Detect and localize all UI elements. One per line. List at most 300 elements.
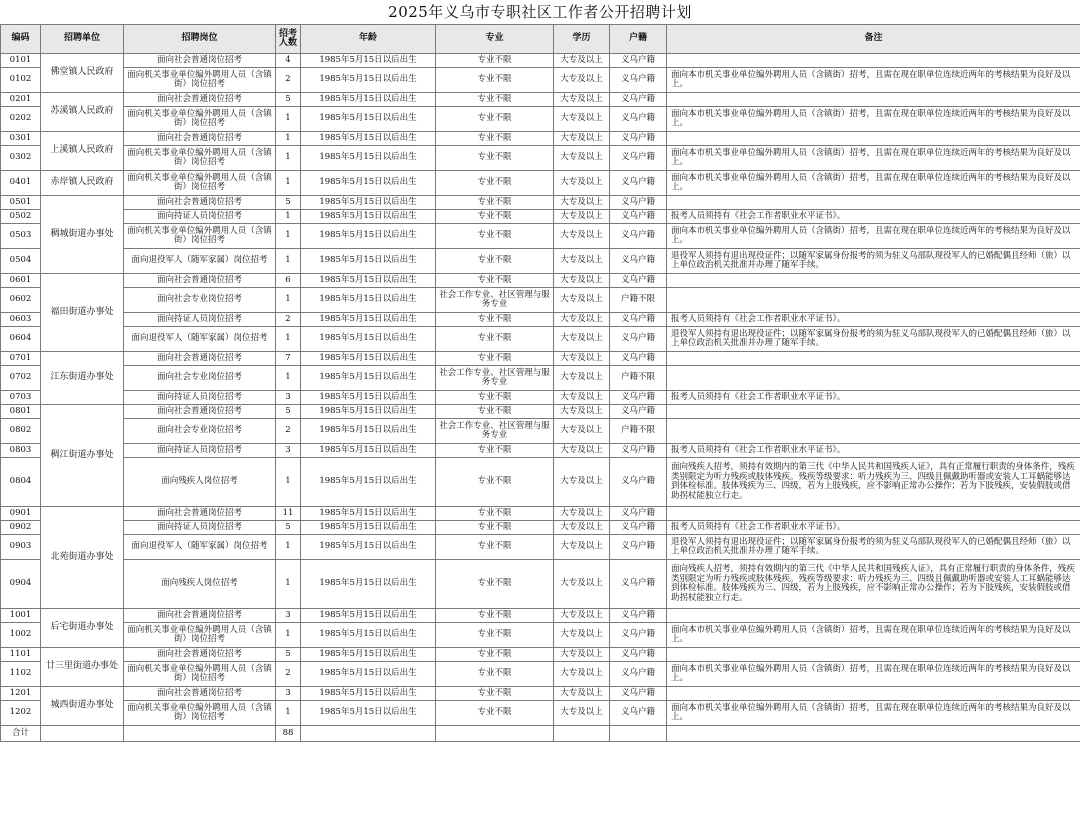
cell-age: 1985年5月15日以后出生 bbox=[301, 609, 436, 623]
cell-post: 面向社会普通岗位招考 bbox=[124, 352, 276, 366]
cell-age: 1985年5月15日以后出生 bbox=[301, 458, 436, 507]
cell-edu: 大专及以上 bbox=[554, 224, 610, 249]
cell-hukou: 义乌户籍 bbox=[610, 132, 667, 146]
table-row bbox=[1, 687, 1080, 701]
cell-code: 0102 bbox=[1, 68, 41, 93]
cell-note: 面向本市机关事业单位编外聘用人员（含镇街）招考，且需在现在职单位连续近两年的考核结果为良好及以上。 bbox=[667, 107, 1080, 132]
cell-note: 面向本市机关事业单位编外聘用人员（含镇街）招考，且需在现在职单位连续近两年的考核结果为良好及以上。 bbox=[667, 701, 1080, 726]
cell-unit: 佛堂镇人民政府 bbox=[41, 54, 124, 93]
cell-edu: 大专及以上 bbox=[554, 623, 610, 648]
total-row bbox=[1, 726, 1080, 742]
table-row bbox=[1, 521, 1080, 535]
header-edu: 学历 bbox=[554, 25, 610, 54]
cell-code: 1201 bbox=[1, 687, 41, 701]
cell-age: 1985年5月15日以后出生 bbox=[301, 444, 436, 458]
cell-post: 面向社会普通岗位招考 bbox=[124, 274, 276, 288]
total-blank bbox=[610, 726, 667, 742]
cell-hukou: 义乌户籍 bbox=[610, 210, 667, 224]
cell-major: 专业不限 bbox=[436, 521, 554, 535]
cell-unit: 苏溪镇人民政府 bbox=[41, 93, 124, 132]
header-code: 编码 bbox=[1, 25, 41, 54]
table-row bbox=[1, 93, 1080, 107]
cell-unit: 城西街道办事处 bbox=[41, 687, 124, 726]
cell-major: 专业不限 bbox=[436, 313, 554, 327]
cell-note bbox=[667, 609, 1080, 623]
cell-post: 面向社会专业岗位招考 bbox=[124, 419, 276, 444]
cell-edu: 大专及以上 bbox=[554, 274, 610, 288]
cell-age: 1985年5月15日以后出生 bbox=[301, 352, 436, 366]
cell-edu: 大专及以上 bbox=[554, 327, 610, 352]
table-row bbox=[1, 560, 1080, 609]
cell-unit: 后宅街道办事处 bbox=[41, 609, 124, 648]
cell-num: 3 bbox=[276, 444, 301, 458]
cell-post: 面向社会普通岗位招考 bbox=[124, 93, 276, 107]
cell-major: 专业不限 bbox=[436, 249, 554, 274]
cell-note bbox=[667, 132, 1080, 146]
table-row bbox=[1, 352, 1080, 366]
cell-major: 社会工作专业、社区管理与服务专业 bbox=[436, 366, 554, 391]
cell-hukou: 义乌户籍 bbox=[610, 458, 667, 507]
cell-num: 1 bbox=[276, 224, 301, 249]
table-row bbox=[1, 419, 1080, 444]
cell-post: 面向社会普通岗位招考 bbox=[124, 54, 276, 68]
total-blank bbox=[436, 726, 554, 742]
cell-note: 退役军人须持有退出现役证件；以随军家属身份报考的须为驻义乌部队现役军人的已婚配偶且经师（旅）以上单位政治机关批准并办理了随军手续。 bbox=[667, 249, 1080, 274]
header-note: 备注 bbox=[667, 25, 1080, 54]
cell-major: 专业不限 bbox=[436, 93, 554, 107]
cell-age: 1985年5月15日以后出生 bbox=[301, 327, 436, 352]
cell-post: 面向社会普通岗位招考 bbox=[124, 609, 276, 623]
cell-major: 专业不限 bbox=[436, 196, 554, 210]
cell-age: 1985年5月15日以后出生 bbox=[301, 146, 436, 171]
cell-age: 1985年5月15日以后出生 bbox=[301, 171, 436, 196]
cell-num: 1 bbox=[276, 210, 301, 224]
cell-post: 面向机关事业单位编外聘用人员（含镇街）岗位招考 bbox=[124, 224, 276, 249]
cell-hukou: 义乌户籍 bbox=[610, 623, 667, 648]
cell-edu: 大专及以上 bbox=[554, 54, 610, 68]
cell-code: 0201 bbox=[1, 93, 41, 107]
cell-note bbox=[667, 405, 1080, 419]
cell-num: 1 bbox=[276, 249, 301, 274]
cell-edu: 大专及以上 bbox=[554, 391, 610, 405]
cell-age: 1985年5月15日以后出生 bbox=[301, 107, 436, 132]
cell-code: 0504 bbox=[1, 249, 41, 274]
table-row bbox=[1, 366, 1080, 391]
cell-age: 1985年5月15日以后出生 bbox=[301, 521, 436, 535]
table-row bbox=[1, 662, 1080, 687]
cell-age: 1985年5月15日以后出生 bbox=[301, 648, 436, 662]
cell-hukou: 义乌户籍 bbox=[610, 687, 667, 701]
table-row bbox=[1, 54, 1080, 68]
cell-age: 1985年5月15日以后出生 bbox=[301, 288, 436, 313]
cell-edu: 大专及以上 bbox=[554, 609, 610, 623]
cell-major: 专业不限 bbox=[436, 444, 554, 458]
cell-major: 专业不限 bbox=[436, 224, 554, 249]
cell-major: 专业不限 bbox=[436, 132, 554, 146]
cell-num: 1 bbox=[276, 288, 301, 313]
cell-age: 1985年5月15日以后出生 bbox=[301, 54, 436, 68]
header-unit: 招聘单位 bbox=[41, 25, 124, 54]
cell-post: 面向残疾人岗位招考 bbox=[124, 560, 276, 609]
cell-note: 报考人员须持有《社会工作者职业水平证书》。 bbox=[667, 313, 1080, 327]
cell-edu: 大专及以上 bbox=[554, 313, 610, 327]
cell-age: 1985年5月15日以后出生 bbox=[301, 507, 436, 521]
table-row bbox=[1, 444, 1080, 458]
cell-note bbox=[667, 274, 1080, 288]
cell-age: 1985年5月15日以后出生 bbox=[301, 701, 436, 726]
cell-post: 面向机关事业单位编外聘用人员（含镇街）岗位招考 bbox=[124, 623, 276, 648]
cell-note: 面向本市机关事业单位编外聘用人员（含镇街）招考，且需在现在职单位连续近两年的考核结果为良好及以上。 bbox=[667, 68, 1080, 93]
table-row bbox=[1, 327, 1080, 352]
cell-unit: 稠江街道办事处 bbox=[41, 405, 124, 507]
cell-post: 面向持证人员岗位招考 bbox=[124, 210, 276, 224]
cell-hukou: 义乌户籍 bbox=[610, 249, 667, 274]
cell-edu: 大专及以上 bbox=[554, 507, 610, 521]
header-age: 年龄 bbox=[301, 25, 436, 54]
cell-major: 专业不限 bbox=[436, 535, 554, 560]
cell-code: 0101 bbox=[1, 54, 41, 68]
cell-age: 1985年5月15日以后出生 bbox=[301, 535, 436, 560]
recruitment-table bbox=[0, 24, 1080, 742]
cell-hukou: 义乌户籍 bbox=[610, 662, 667, 687]
cell-num: 3 bbox=[276, 391, 301, 405]
cell-note: 报考人员须持有《社会工作者职业水平证书》。 bbox=[667, 521, 1080, 535]
cell-major: 专业不限 bbox=[436, 171, 554, 196]
total-num: 88 bbox=[276, 726, 301, 742]
cell-code: 0202 bbox=[1, 107, 41, 132]
cell-post: 面向社会专业岗位招考 bbox=[124, 288, 276, 313]
cell-num: 1 bbox=[276, 535, 301, 560]
cell-edu: 大专及以上 bbox=[554, 93, 610, 107]
cell-major: 专业不限 bbox=[436, 54, 554, 68]
cell-num: 11 bbox=[276, 507, 301, 521]
table-row bbox=[1, 391, 1080, 405]
cell-code: 0703 bbox=[1, 391, 41, 405]
cell-note bbox=[667, 687, 1080, 701]
cell-note: 报考人员须持有《社会工作者职业水平证书》。 bbox=[667, 444, 1080, 458]
cell-num: 2 bbox=[276, 313, 301, 327]
cell-major: 专业不限 bbox=[436, 391, 554, 405]
cell-major: 专业不限 bbox=[436, 687, 554, 701]
cell-post: 面向持证人员岗位招考 bbox=[124, 313, 276, 327]
cell-post: 面向残疾人岗位招考 bbox=[124, 458, 276, 507]
cell-note: 退役军人须持有退出现役证件；以随军家属身份报考的须为驻义乌部队现役军人的已婚配偶且经师（旅）以上单位政治机关批准并办理了随军手续。 bbox=[667, 327, 1080, 352]
cell-note: 面向残疾人招考，须持有效期内的第三代《中华人民共和国残疾人证》，具有正常履行职责的身体条件，残疾类别限定为听力残疾或肢体残疾。残疾等级要求：听力残疾为三、四级且佩戴助听器或安装人工耳蜗能够达到体检标准。肢体残疾为三、四级，若为上肢残疾，应不影响正常办公操作；若为下肢残疾，安装假肢或借助拐杖能独立行走。 bbox=[667, 458, 1080, 507]
cell-age: 1985年5月15日以后出生 bbox=[301, 68, 436, 93]
cell-unit: 廿三里街道办事处 bbox=[41, 648, 124, 687]
cell-edu: 大专及以上 bbox=[554, 196, 610, 210]
header-num: 招考人数 bbox=[276, 25, 301, 54]
cell-major: 专业不限 bbox=[436, 662, 554, 687]
cell-hukou: 义乌户籍 bbox=[610, 146, 667, 171]
header-post: 招聘岗位 bbox=[124, 25, 276, 54]
cell-age: 1985年5月15日以后出生 bbox=[301, 210, 436, 224]
cell-unit: 赤岸镇人民政府 bbox=[41, 171, 124, 196]
cell-edu: 大专及以上 bbox=[554, 535, 610, 560]
cell-note bbox=[667, 54, 1080, 68]
cell-code: 0801 bbox=[1, 405, 41, 419]
table-row bbox=[1, 68, 1080, 93]
cell-num: 3 bbox=[276, 687, 301, 701]
cell-code: 0901 bbox=[1, 507, 41, 521]
cell-hukou: 义乌户籍 bbox=[610, 93, 667, 107]
table-row bbox=[1, 648, 1080, 662]
cell-edu: 大专及以上 bbox=[554, 366, 610, 391]
cell-num: 2 bbox=[276, 68, 301, 93]
cell-code: 0401 bbox=[1, 171, 41, 196]
cell-edu: 大专及以上 bbox=[554, 249, 610, 274]
cell-post: 面向持证人员岗位招考 bbox=[124, 521, 276, 535]
cell-note: 报考人员须持有《社会工作者职业水平证书》。 bbox=[667, 210, 1080, 224]
total-label: 合计 bbox=[1, 726, 41, 742]
cell-code: 0802 bbox=[1, 419, 41, 444]
cell-major: 专业不限 bbox=[436, 405, 554, 419]
cell-num: 2 bbox=[276, 419, 301, 444]
cell-age: 1985年5月15日以后出生 bbox=[301, 274, 436, 288]
cell-code: 1102 bbox=[1, 662, 41, 687]
cell-num: 5 bbox=[276, 196, 301, 210]
table-row bbox=[1, 609, 1080, 623]
total-blank bbox=[41, 726, 124, 742]
cell-age: 1985年5月15日以后出生 bbox=[301, 366, 436, 391]
cell-edu: 大专及以上 bbox=[554, 210, 610, 224]
cell-hukou: 义乌户籍 bbox=[610, 444, 667, 458]
cell-code: 0903 bbox=[1, 535, 41, 560]
table-row bbox=[1, 288, 1080, 313]
cell-code: 0904 bbox=[1, 560, 41, 609]
cell-num: 5 bbox=[276, 405, 301, 419]
cell-note bbox=[667, 352, 1080, 366]
cell-age: 1985年5月15日以后出生 bbox=[301, 93, 436, 107]
header-hukou: 户籍 bbox=[610, 25, 667, 54]
cell-edu: 大专及以上 bbox=[554, 68, 610, 93]
cell-edu: 大专及以上 bbox=[554, 444, 610, 458]
cell-hukou: 义乌户籍 bbox=[610, 68, 667, 93]
cell-major: 专业不限 bbox=[436, 210, 554, 224]
cell-code: 0503 bbox=[1, 224, 41, 249]
cell-age: 1985年5月15日以后出生 bbox=[301, 405, 436, 419]
cell-note: 面向本市机关事业单位编外聘用人员（含镇街）招考，且需在现在职单位连续近两年的考核结果为良好及以上。 bbox=[667, 224, 1080, 249]
cell-edu: 大专及以上 bbox=[554, 419, 610, 444]
cell-hukou: 义乌户籍 bbox=[610, 648, 667, 662]
cell-note bbox=[667, 93, 1080, 107]
cell-code: 1202 bbox=[1, 701, 41, 726]
cell-hukou: 户籍不限 bbox=[610, 366, 667, 391]
cell-age: 1985年5月15日以后出生 bbox=[301, 196, 436, 210]
cell-edu: 大专及以上 bbox=[554, 687, 610, 701]
cell-num: 4 bbox=[276, 54, 301, 68]
cell-code: 0902 bbox=[1, 521, 41, 535]
cell-post: 面向社会普通岗位招考 bbox=[124, 405, 276, 419]
cell-major: 社会工作专业、社区管理与服务专业 bbox=[436, 288, 554, 313]
cell-num: 1 bbox=[276, 171, 301, 196]
cell-num: 5 bbox=[276, 521, 301, 535]
table-row bbox=[1, 107, 1080, 132]
cell-unit: 上溪镇人民政府 bbox=[41, 132, 124, 171]
table-row bbox=[1, 313, 1080, 327]
cell-code: 0701 bbox=[1, 352, 41, 366]
cell-num: 3 bbox=[276, 609, 301, 623]
cell-hukou: 户籍不限 bbox=[610, 419, 667, 444]
cell-edu: 大专及以上 bbox=[554, 146, 610, 171]
cell-hukou: 义乌户籍 bbox=[610, 535, 667, 560]
cell-note: 面向本市机关事业单位编外聘用人员（含镇街）招考，且需在现在职单位连续近两年的考核结果为良好及以上。 bbox=[667, 146, 1080, 171]
total-blank bbox=[554, 726, 610, 742]
cell-code: 0502 bbox=[1, 210, 41, 224]
cell-post: 面向机关事业单位编外聘用人员（含镇街）岗位招考 bbox=[124, 146, 276, 171]
table-row bbox=[1, 507, 1080, 521]
table-row bbox=[1, 405, 1080, 419]
cell-major: 专业不限 bbox=[436, 609, 554, 623]
cell-major: 专业不限 bbox=[436, 352, 554, 366]
cell-note: 面向本市机关事业单位编外聘用人员（含镇街）招考，且需在现在职单位连续近两年的考核结果为良好及以上。 bbox=[667, 623, 1080, 648]
cell-age: 1985年5月15日以后出生 bbox=[301, 623, 436, 648]
table-row bbox=[1, 132, 1080, 146]
cell-edu: 大专及以上 bbox=[554, 560, 610, 609]
cell-hukou: 义乌户籍 bbox=[610, 313, 667, 327]
cell-edu: 大专及以上 bbox=[554, 662, 610, 687]
cell-num: 1 bbox=[276, 327, 301, 352]
cell-edu: 大专及以上 bbox=[554, 701, 610, 726]
cell-post: 面向退役军人（随军家属）岗位招考 bbox=[124, 249, 276, 274]
cell-post: 面向社会普通岗位招考 bbox=[124, 132, 276, 146]
cell-note: 报考人员须持有《社会工作者职业水平证书》。 bbox=[667, 391, 1080, 405]
cell-post: 面向持证人员岗位招考 bbox=[124, 391, 276, 405]
cell-hukou: 义乌户籍 bbox=[610, 196, 667, 210]
cell-code: 0803 bbox=[1, 444, 41, 458]
cell-post: 面向社会普通岗位招考 bbox=[124, 507, 276, 521]
cell-edu: 大专及以上 bbox=[554, 107, 610, 132]
cell-edu: 大专及以上 bbox=[554, 132, 610, 146]
cell-unit: 北苑街道办事处 bbox=[41, 507, 124, 609]
total-blank bbox=[667, 726, 1080, 742]
cell-age: 1985年5月15日以后出生 bbox=[301, 391, 436, 405]
cell-unit: 福田街道办事处 bbox=[41, 274, 124, 352]
cell-post: 面向机关事业单位编外聘用人员（含镇街）岗位招考 bbox=[124, 107, 276, 132]
cell-post: 面向社会普通岗位招考 bbox=[124, 196, 276, 210]
table-row bbox=[1, 623, 1080, 648]
table-row bbox=[1, 701, 1080, 726]
cell-major: 专业不限 bbox=[436, 458, 554, 507]
cell-note: 面向本市机关事业单位编外聘用人员（含镇街）招考，且需在现在职单位连续近两年的考核结果为良好及以上。 bbox=[667, 662, 1080, 687]
cell-code: 0302 bbox=[1, 146, 41, 171]
table-row bbox=[1, 171, 1080, 196]
header-major: 专业 bbox=[436, 25, 554, 54]
cell-post: 面向机关事业单位编外聘用人员（含镇街）岗位招考 bbox=[124, 68, 276, 93]
cell-hukou: 义乌户籍 bbox=[610, 521, 667, 535]
cell-note: 面向残疾人招考，须持有效期内的第三代《中华人民共和国残疾人证》，具有正常履行职责的身体条件，残疾类别限定为听力残疾或肢体残疾。残疾等级要求：听力残疾为三、四级且佩戴助听器或安装人工耳蜗能够达到体检标准。肢体残疾为三、四级，若为上肢残疾，应不影响正常办公操作；若为下肢残疾，安装假肢或借助拐杖能独立行走。 bbox=[667, 560, 1080, 609]
table-row bbox=[1, 274, 1080, 288]
cell-hukou: 义乌户籍 bbox=[610, 405, 667, 419]
cell-code: 0604 bbox=[1, 327, 41, 352]
cell-code: 0804 bbox=[1, 458, 41, 507]
cell-edu: 大专及以上 bbox=[554, 521, 610, 535]
cell-post: 面向机关事业单位编外聘用人员（含镇街）岗位招考 bbox=[124, 701, 276, 726]
cell-age: 1985年5月15日以后出生 bbox=[301, 224, 436, 249]
table-row bbox=[1, 224, 1080, 249]
cell-num: 5 bbox=[276, 648, 301, 662]
cell-post: 面向退役军人（随军家属）岗位招考 bbox=[124, 535, 276, 560]
cell-edu: 大专及以上 bbox=[554, 171, 610, 196]
cell-major: 专业不限 bbox=[436, 146, 554, 171]
cell-hukou: 义乌户籍 bbox=[610, 609, 667, 623]
cell-hukou: 义乌户籍 bbox=[610, 224, 667, 249]
cell-edu: 大专及以上 bbox=[554, 405, 610, 419]
cell-post: 面向退役军人（随军家属）岗位招考 bbox=[124, 327, 276, 352]
cell-post: 面向机关事业单位编外聘用人员（含镇街）岗位招考 bbox=[124, 662, 276, 687]
cell-code: 1002 bbox=[1, 623, 41, 648]
cell-num: 2 bbox=[276, 662, 301, 687]
cell-major: 专业不限 bbox=[436, 648, 554, 662]
cell-age: 1985年5月15日以后出生 bbox=[301, 313, 436, 327]
cell-edu: 大专及以上 bbox=[554, 288, 610, 313]
table-row bbox=[1, 210, 1080, 224]
cell-major: 专业不限 bbox=[436, 507, 554, 521]
cell-hukou: 义乌户籍 bbox=[610, 560, 667, 609]
cell-unit: 稠城街道办事处 bbox=[41, 196, 124, 274]
cell-num: 1 bbox=[276, 132, 301, 146]
cell-code: 1101 bbox=[1, 648, 41, 662]
cell-hukou: 义乌户籍 bbox=[610, 352, 667, 366]
cell-num: 5 bbox=[276, 93, 301, 107]
table-row bbox=[1, 146, 1080, 171]
cell-post: 面向社会普通岗位招考 bbox=[124, 687, 276, 701]
cell-post: 面向社会专业岗位招考 bbox=[124, 366, 276, 391]
total-blank bbox=[124, 726, 276, 742]
cell-age: 1985年5月15日以后出生 bbox=[301, 662, 436, 687]
cell-hukou: 义乌户籍 bbox=[610, 171, 667, 196]
cell-hukou: 义乌户籍 bbox=[610, 507, 667, 521]
table-row bbox=[1, 535, 1080, 560]
cell-note bbox=[667, 196, 1080, 210]
cell-num: 1 bbox=[276, 560, 301, 609]
cell-age: 1985年5月15日以后出生 bbox=[301, 419, 436, 444]
cell-major: 专业不限 bbox=[436, 274, 554, 288]
cell-hukou: 义乌户籍 bbox=[610, 274, 667, 288]
cell-code: 1001 bbox=[1, 609, 41, 623]
cell-unit: 江东街道办事处 bbox=[41, 352, 124, 405]
table-row bbox=[1, 249, 1080, 274]
cell-num: 6 bbox=[276, 274, 301, 288]
cell-note: 面向本市机关事业单位编外聘用人员（含镇街）招考，且需在现在职单位连续近两年的考核结果为良好及以上。 bbox=[667, 171, 1080, 196]
cell-major: 社会工作专业、社区管理与服务专业 bbox=[436, 419, 554, 444]
cell-major: 专业不限 bbox=[436, 327, 554, 352]
cell-note bbox=[667, 419, 1080, 444]
cell-num: 1 bbox=[276, 146, 301, 171]
cell-edu: 大专及以上 bbox=[554, 648, 610, 662]
cell-code: 0602 bbox=[1, 288, 41, 313]
cell-hukou: 义乌户籍 bbox=[610, 107, 667, 132]
cell-age: 1985年5月15日以后出生 bbox=[301, 687, 436, 701]
cell-hukou: 义乌户籍 bbox=[610, 54, 667, 68]
cell-note bbox=[667, 288, 1080, 313]
cell-age: 1985年5月15日以后出生 bbox=[301, 132, 436, 146]
cell-note: 退役军人须持有退出现役证件；以随军家属身份报考的须为驻义乌部队现役军人的已婚配偶且经师（旅）以上单位政治机关批准并办理了随军手续。 bbox=[667, 535, 1080, 560]
cell-num: 1 bbox=[276, 107, 301, 132]
cell-hukou: 义乌户籍 bbox=[610, 391, 667, 405]
cell-hukou: 义乌户籍 bbox=[610, 701, 667, 726]
cell-num: 1 bbox=[276, 623, 301, 648]
cell-age: 1985年5月15日以后出生 bbox=[301, 249, 436, 274]
cell-num: 1 bbox=[276, 458, 301, 507]
total-blank bbox=[301, 726, 436, 742]
cell-edu: 大专及以上 bbox=[554, 458, 610, 507]
table-row bbox=[1, 196, 1080, 210]
cell-code: 0301 bbox=[1, 132, 41, 146]
page-title: 2025年义乌市专职社区工作者公开招聘计划 bbox=[388, 3, 692, 21]
cell-edu: 大专及以上 bbox=[554, 352, 610, 366]
cell-age: 1985年5月15日以后出生 bbox=[301, 560, 436, 609]
